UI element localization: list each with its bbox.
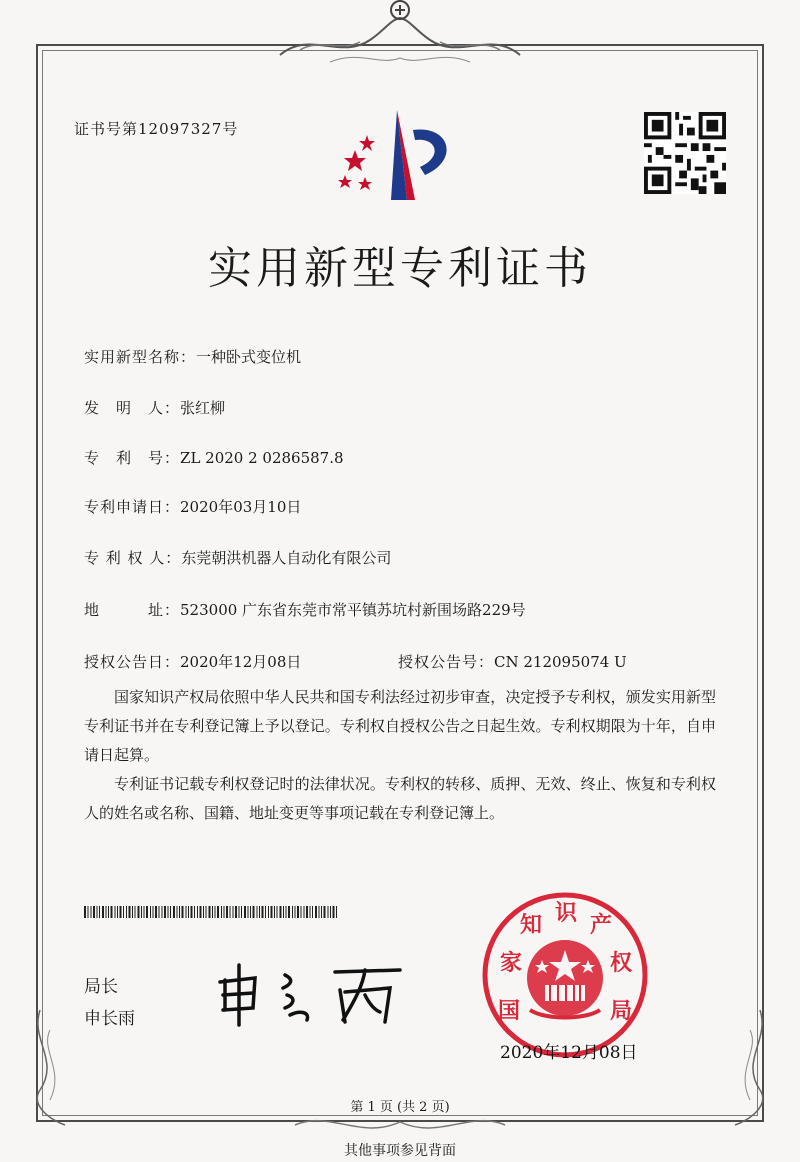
cnipa-logo-icon: [335, 105, 465, 205]
field-value: 2020年12月08日: [180, 653, 302, 671]
footer-note: 其他事项参见背面: [344, 1143, 456, 1159]
field-value: ZL 2020 2 0286587.8: [180, 449, 344, 467]
barcode-icon: [84, 906, 338, 918]
field-value: 一种卧式变位机: [196, 348, 302, 366]
field-label: 专 利 权 人：: [84, 549, 182, 567]
seal-date: 2020年12月08日: [500, 1043, 638, 1063]
field-value: 2020年03月10日: [180, 498, 302, 516]
field-grant-date: [84, 651, 301, 672]
field-patent-number: [84, 447, 344, 468]
svg-text:国 家 知 识 产: 国 家 知 识 产 权 局: [498, 901, 633, 1024]
qr-code-icon: [644, 112, 726, 194]
field-label: 发 明 人：: [84, 399, 181, 417]
official-seal: [480, 890, 650, 1060]
signer-name: 申长雨: [84, 1009, 135, 1029]
field-value: 523000 广东省东莞市常平镇苏坑村新围场路229号: [180, 601, 526, 619]
seal-char: 国: [498, 999, 521, 1024]
field-value: CN 212095074 U: [494, 653, 627, 671]
field-filing-date: [84, 496, 301, 517]
field-grant-number: [398, 651, 627, 672]
page-number: 第 1 页 (共 2 页): [350, 1100, 450, 1115]
field-label: 实用新型名称：: [84, 348, 197, 366]
certificate-number: 证书号第12097327号: [74, 120, 239, 138]
field-label: 授权公告号：: [398, 653, 495, 671]
field-address: [84, 599, 526, 620]
field-inventor: [84, 397, 225, 418]
field-value: 张红柳: [180, 399, 226, 417]
body-paragraph-2: 专利证书记载专利权登记时的法律状况。专利权的转移、质押、无效、终止、恢复和专利权人的姓名或名称、国籍、地址变更等事项记载在专利登记簿上。: [84, 775, 716, 822]
signer-title: 局长: [84, 977, 118, 997]
handwritten-signature: [215, 950, 415, 1030]
field-value: 东莞朝洪机器人自动化有限公司: [181, 549, 392, 567]
field-label: 专 利 号：: [84, 449, 181, 467]
field-label: 专利申请日：: [84, 498, 181, 516]
field-patentee: [84, 547, 391, 568]
top-ornament: [270, 0, 530, 70]
body-paragraph-1: 国家知识产权局依照中华人民共和国专利法经过初步审查，决定授予专利权，颁发实用新型专利证书并在专利登记簿上予以登记。专利权自授权公告之日起生效。专利权期限为十年，自申请日起算。: [84, 688, 716, 764]
field-utility-model-name: [84, 346, 301, 367]
page-title: 实用新型专利证书: [208, 243, 592, 294]
field-label: 地 址：: [84, 601, 181, 619]
field-label: 授权公告日：: [84, 653, 181, 671]
